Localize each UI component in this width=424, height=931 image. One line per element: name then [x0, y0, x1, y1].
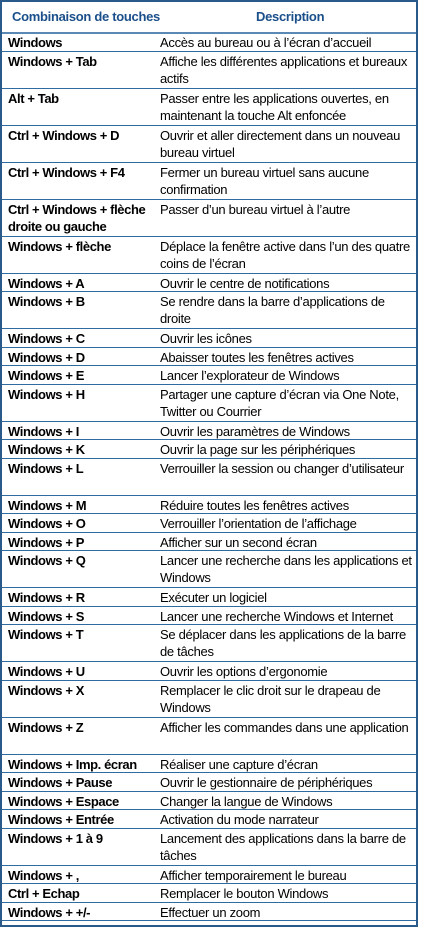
shortcut-keys: Windows + Entrée	[8, 812, 114, 827]
shortcut-description: Affiche les différentes applications et bureaux actifs	[160, 53, 408, 86]
table-row	[2, 607, 416, 626]
table-row	[2, 348, 416, 367]
shortcut-description: Activation du mode narrateur	[160, 812, 319, 827]
shortcut-keys: Windows + I	[8, 423, 79, 439]
shortcut-keys: Windows + H	[8, 386, 85, 402]
table-row	[2, 237, 416, 274]
shortcut-description: Remplacer le bouton Windows	[160, 886, 329, 901]
shortcut-description: Lancer l’explorateur de Windows	[160, 368, 340, 383]
shortcut-description: Partager une capture d’écran via One Note, Twitter ou Courrier	[160, 386, 399, 419]
shortcut-description: Ouvrir la page sur les périphériques	[160, 442, 356, 457]
shortcut-keys: Windows + T	[8, 627, 84, 642]
table-row	[2, 496, 416, 515]
shortcut-keys: Windows + L	[8, 460, 84, 476]
shortcut-keys: Windows + flèche	[8, 238, 111, 254]
shortcut-description: Ouvrir et aller directement dans un nouveau bureau virtuel	[160, 127, 401, 160]
table-row	[2, 773, 416, 792]
shortcut-keys: Windows + Pause	[8, 775, 113, 790]
shortcut-description: Afficher sur un second écran	[160, 534, 317, 550]
shortcut-keys: Windows	[8, 35, 63, 50]
table-row	[2, 422, 416, 441]
table-row	[2, 163, 416, 200]
shortcut-keys: Windows + R	[8, 590, 85, 605]
shortcut-keys: Windows + X	[8, 682, 85, 698]
shortcut-keys: Windows + K	[8, 442, 85, 457]
shortcut-description: Verrouiller l’orientation de l’affichage	[160, 516, 357, 531]
table-row	[2, 126, 416, 163]
shortcut-keys: Windows + Q	[8, 553, 86, 568]
shortcut-keys: Windows + P	[8, 534, 85, 550]
table-row	[2, 829, 416, 866]
table-header	[2, 2, 416, 34]
table-row	[2, 385, 416, 422]
table-row	[2, 533, 416, 552]
shortcut-keys: Windows + A	[8, 275, 85, 291]
table-row	[2, 588, 416, 607]
shortcut-keys: Windows + E	[8, 368, 85, 383]
shortcut-keys: Windows + D	[8, 349, 85, 365]
shortcut-description: Remplacer le clic droit sur le drapeau de Windows	[160, 682, 381, 715]
shortcut-description: Lancer une recherche dans les applications et Windows	[160, 553, 412, 585]
shortcut-keys: Windows + Espace	[8, 793, 119, 809]
table-row	[2, 903, 416, 922]
shortcut-description: Exécuter un logiciel	[160, 590, 267, 605]
shortcut-keys: Windows + O	[8, 516, 86, 531]
shortcut-description: Réduire toutes les fenêtres actives	[160, 497, 349, 513]
shortcut-description: Afficher temporairement le bureau	[160, 867, 347, 883]
shortcut-description: Passer d’un bureau virtuel à l’autre	[160, 201, 351, 217]
shortcut-keys: Alt + Tab	[8, 90, 59, 106]
shortcut-keys: Windows + ,	[8, 867, 79, 883]
shortcut-description: Se rendre dans la barre d’applications de droite	[160, 294, 385, 326]
table-row	[2, 810, 416, 829]
table-row	[2, 89, 416, 126]
shortcut-description: Changer la langue de Windows	[160, 793, 333, 809]
shortcut-keys: Windows + U	[8, 664, 85, 679]
shortcut-description: Fermer un bureau virtuel sans aucune confirmation	[160, 164, 369, 197]
table-row	[2, 52, 416, 89]
shortcut-description: Abaisser toutes les fenêtres actives	[160, 349, 354, 365]
table-row	[2, 366, 416, 385]
shortcut-keys: Ctrl + Windows + D	[8, 127, 120, 143]
shortcut-keys: Windows + M	[8, 497, 87, 513]
table-row	[2, 792, 416, 811]
shortcut-keys: Windows + B	[8, 294, 85, 309]
table-row	[2, 200, 416, 237]
table-row	[2, 33, 416, 52]
table-row	[2, 440, 416, 459]
shortcut-description: Réaliser une capture d’écran	[160, 756, 318, 772]
shortcut-description: Passer entre les applications ouvertes, en maintenant la touche Alt enfoncée	[160, 90, 389, 123]
shortcut-keys: Windows + Tab	[8, 53, 97, 69]
shortcut-description: Accès au bureau ou à l’écran d’accueil	[160, 35, 372, 50]
table-row	[2, 514, 416, 533]
shortcut-description: Déplace la fenêtre active dans l’un des quatre coins de l’écran	[160, 238, 410, 271]
shortcut-description: Effectuer un zoom	[160, 904, 261, 920]
table-row	[2, 718, 416, 755]
shortcut-keys: Windows + 1 à 9	[8, 830, 103, 846]
table-row	[2, 755, 416, 774]
table-row	[2, 662, 416, 681]
shortcut-description: Ouvrir les options d’ergonomie	[160, 664, 328, 679]
shortcut-description: Lancer une recherche Windows et Internet	[160, 608, 393, 624]
table-row	[2, 625, 416, 662]
shortcut-keys: Windows + C	[8, 331, 85, 346]
table-row	[2, 459, 416, 496]
table-row	[2, 551, 416, 588]
shortcut-keys: Windows + Imp. écran	[8, 756, 137, 772]
table-row	[2, 866, 416, 885]
shortcut-description: Verrouiller la session ou changer d’utilisateur	[160, 460, 404, 476]
shortcut-keys: Windows + +/-	[8, 904, 91, 920]
table-row	[2, 884, 416, 903]
shortcut-description: Ouvrir le gestionnaire de périphériques	[160, 775, 373, 790]
column-header-description: Description	[256, 9, 325, 24]
column-header-keys: Combinaison de touches	[12, 9, 160, 24]
table-row	[2, 329, 416, 348]
shortcut-keys: Ctrl + Windows + F4	[8, 164, 125, 180]
shortcut-description: Ouvrir les paramètres de Windows	[160, 423, 350, 439]
table-row	[2, 292, 416, 329]
shortcut-description: Lancement des applications dans la barre de tâches	[160, 830, 406, 863]
shortcut-keys: Windows + Z	[8, 719, 84, 735]
shortcut-description: Afficher les commandes dans une application	[160, 719, 409, 735]
shortcut-keys: Ctrl + Echap	[8, 886, 80, 901]
shortcut-description: Se déplacer dans les applications de la barre de tâches	[160, 627, 406, 659]
shortcut-description: Ouvrir le centre de notifications	[160, 275, 330, 291]
shortcut-keys: Windows + S	[8, 608, 85, 624]
shortcut-keys: Ctrl + Windows + flèche droite ou gauche	[8, 201, 146, 234]
table-row	[2, 274, 416, 293]
shortcut-description: Ouvrir les icônes	[160, 331, 252, 346]
table-row	[2, 681, 416, 718]
